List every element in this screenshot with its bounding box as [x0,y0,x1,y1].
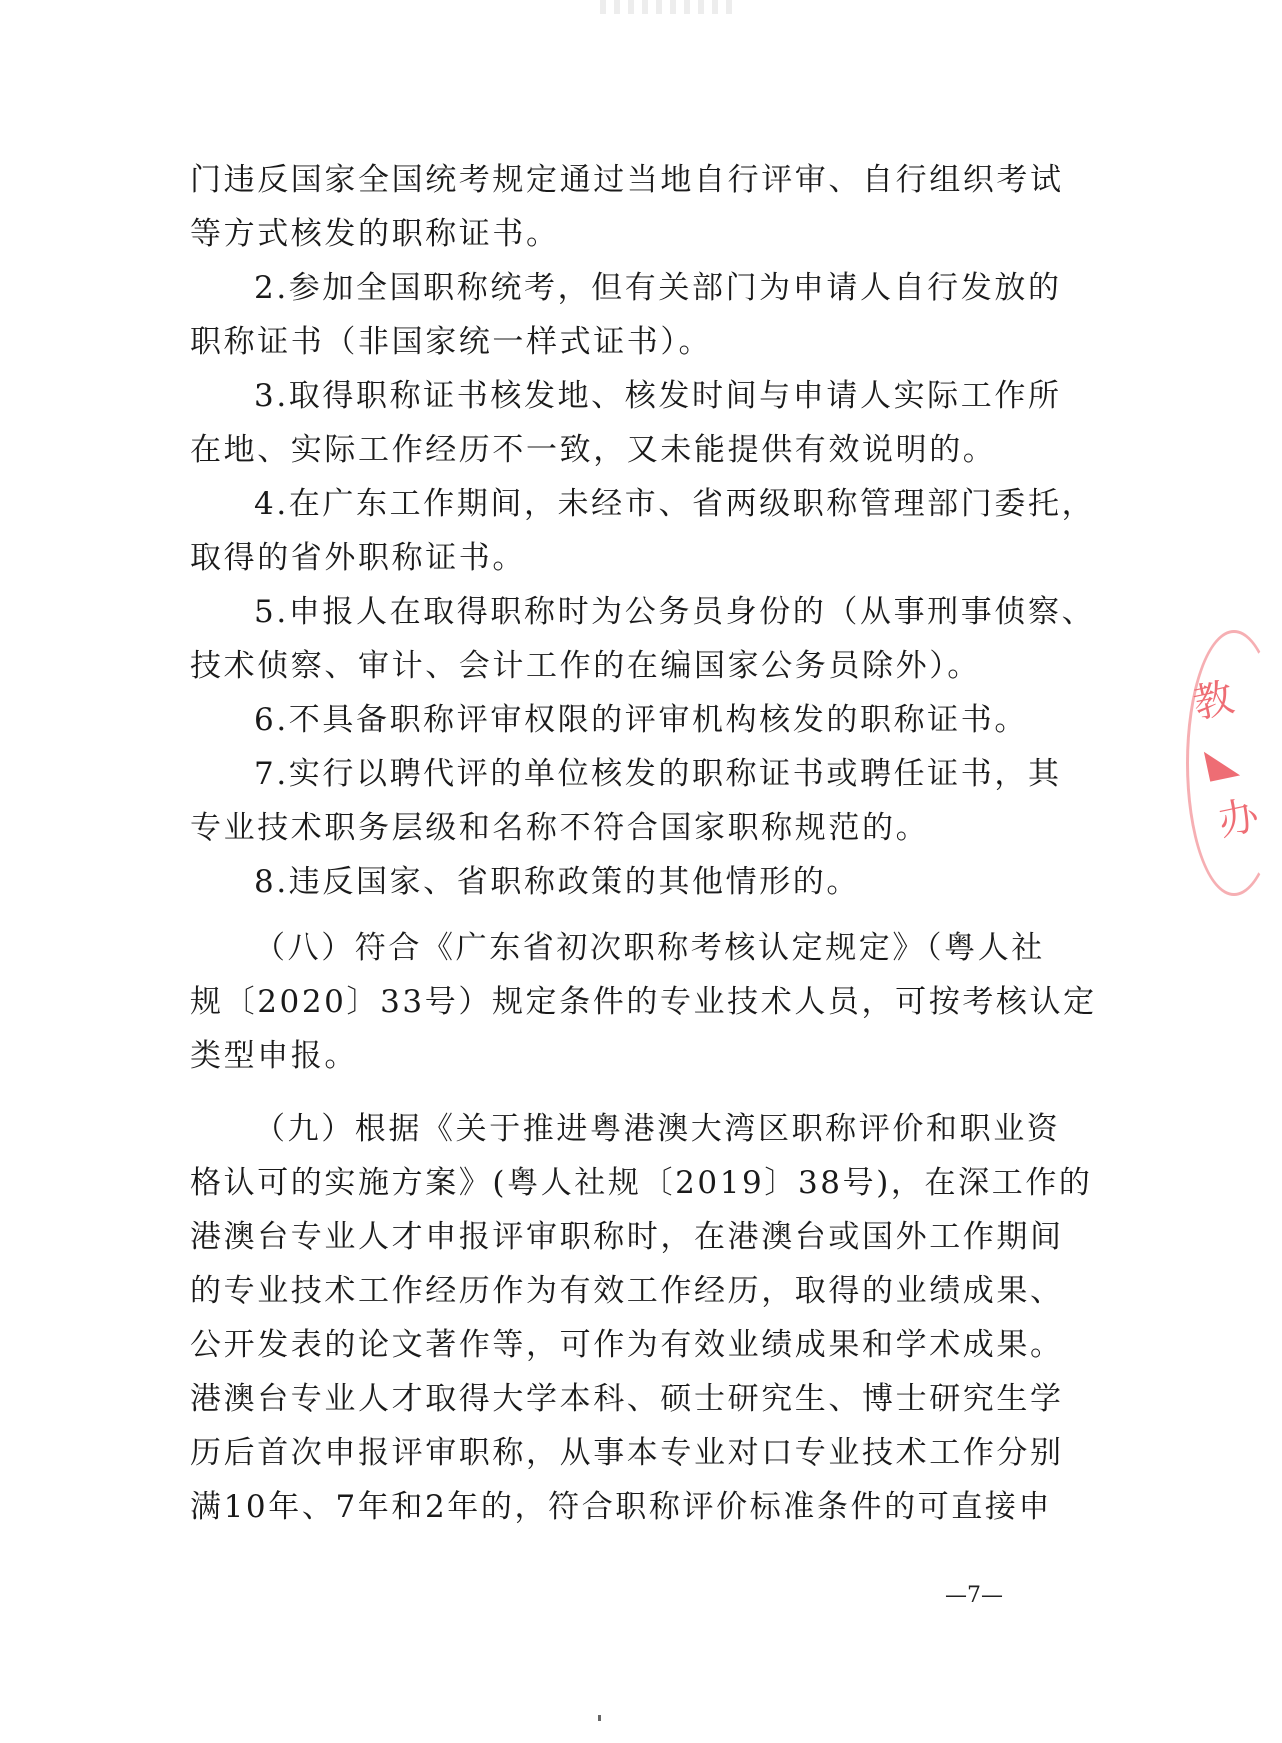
text-line: 专业技术职务层级和名称不符合国家职称规范的。 [190,810,930,846]
text-line: 8.违反国家、省职称政策的其他情形的。 [254,864,860,900]
page-number: —7— [945,1583,1003,1608]
text-line: 在地、实际工作经历不一致，又未能提供有效说明的。 [190,432,997,468]
text-line: 3.取得职称证书核发地、核发时间与申请人实际工作所 [254,378,1062,414]
seal-text: 教 ◣ 办 [1189,674,1263,846]
text-line: 规〔2020〕33号）规定条件的专业技术人员，可按考核认定 [190,984,1097,1020]
text-line: 5.申报人在取得职称时为公务员身份的（从事刑事侦察、 [254,594,1096,630]
text-line: 技术侦察、审计、会计工作的在编国家公务员除外）。 [190,648,981,684]
text-line: 4.在广东工作期间，未经市、省两级职称管理部门委托， [254,486,1096,522]
text-line: 类型申报。 [190,1038,358,1074]
text-line: （八）符合《广东省初次职称考核认定规定》（粤人社 [254,930,1045,966]
text-line: 港澳台专业人才申报评审职称时，在港澳台或国外工作期间 [190,1219,1064,1255]
scan-artifact [598,1715,601,1721]
text-line: 等方式核发的职称证书。 [190,216,560,252]
text-line: 历后首次申报评审职称，从事本专业对口专业技术工作分别 [190,1435,1064,1471]
text-line: 取得的省外职称证书。 [190,540,526,576]
official-seal-stamp [1189,630,1263,880]
text-line: 公开发表的论文著作等，可作为有效业绩成果和学术成果。 [190,1327,1064,1363]
scan-artifact [600,0,740,14]
text-line: 港澳台专业人才取得大学本科、硕士研究生、博士研究生学 [190,1381,1064,1417]
text-line: 门违反国家全国统考规定通过当地自行评审、自行组织考试 [190,162,1064,198]
text-line: 格认可的实施方案》(粤人社规〔2019〕38号)，在深工作的 [190,1165,1093,1201]
text-line: 满10年、7年和2年的，符合职称评价标准条件的可直接申 [190,1489,1053,1525]
text-line: （九）根据《关于推进粤港澳大湾区职称评价和职业资 [254,1111,1061,1147]
text-line: 7.实行以聘代评的单位核发的职称证书或聘任证书，其 [254,756,1062,792]
text-line: 的专业技术工作经历作为有效工作经历，取得的业绩成果、 [190,1273,1064,1309]
text-line: 职称证书（非国家统一样式证书）。 [190,324,713,360]
text-line: 6.不具备职称评审权限的评审机构核发的职称证书。 [254,702,1028,738]
text-line: 2.参加全国职称统考，但有关部门为申请人自行发放的 [254,270,1062,306]
